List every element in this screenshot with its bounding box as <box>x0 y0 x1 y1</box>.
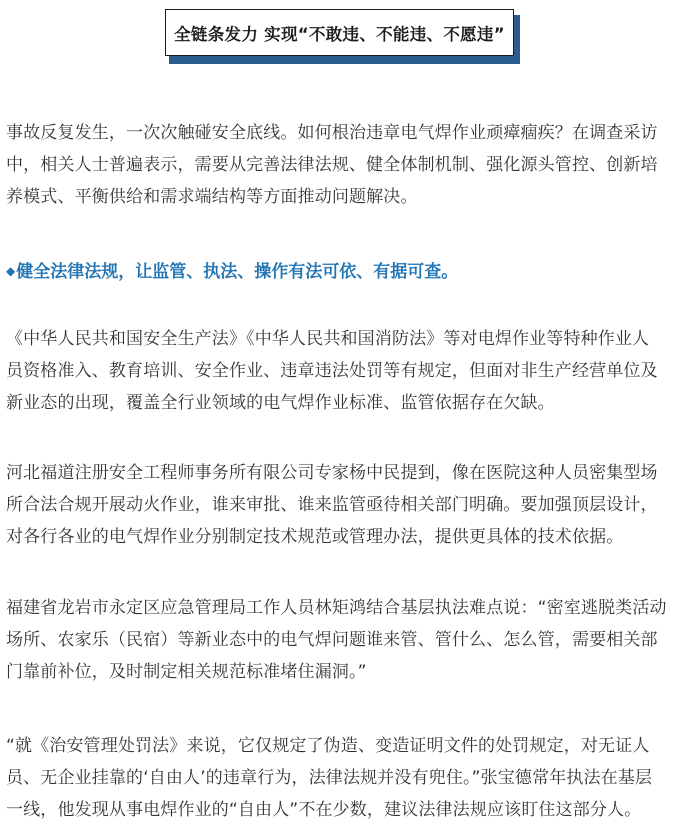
paragraph-line: 员、无企业挂靠的‘自由人’的违章行为，法律法规并没有兜住。”张宝德常年执法在基层 <box>6 768 653 788</box>
paragraph-line: 对各行各业的电气焊作业分别制定技术规范或管理办法，提供更具体的技术依据。 <box>6 527 624 547</box>
section-heading-text: 健全法律法规，让监管、执法、操作有法可依、有据可查。 <box>16 262 459 282</box>
diamond-bullet-icon: ◆ <box>6 264 16 278</box>
paragraph-line: 一线，他发现从事电焊作业的“自由人”不在少数，建议法律法规应该盯住这部分人。 <box>6 800 642 820</box>
paragraph-line: 中，相关人士普遍表示，需要从完善法律法规、健全体制机制、强化源头管控、创新培 <box>6 155 658 175</box>
paragraph-laws <box>6 323 686 419</box>
paragraph-line: “就《治安管理处罚法》来说，它仅规定了伪造、变造证明文件的处罚规定，对无证人 <box>6 736 650 756</box>
paragraph-expert <box>6 457 686 553</box>
paragraph-intro <box>6 117 686 213</box>
paragraph-line: 新业态的出现，覆盖全行业领域的电气焊作业标准、监管依据存在欠缺。 <box>6 393 555 413</box>
paragraph-line: 事故反复发生，一次次触碰安全底线。如何根治违章电气焊作业顽瘴痼疾？在调查采访 <box>6 123 658 143</box>
title-banner <box>0 0 690 80</box>
paragraph-line: 福建省龙岩市永定区应急管理局工作人员林矩鸿结合基层执法难点说：“密室逃脱类活动 <box>6 598 667 618</box>
paragraph-line: 河北福道注册安全工程师事务所有限公司专家杨中民提到，像在医院这种人员密集型场 <box>6 463 658 483</box>
paragraph-line: 养模式、平衡供给和需求端结构等方面推动问题解决。 <box>6 187 418 207</box>
paragraph-fujian <box>6 592 686 688</box>
paragraph-quote <box>6 730 686 826</box>
article-title: 全链条发力 实现“不敢违、不能违、不愿违” <box>165 9 514 56</box>
paragraph-line: 场所、农家乐（民宿）等新业态中的电气焊问题谁来管、管什么、怎么管，需要相关部 <box>6 630 658 650</box>
paragraph-line: 所合法合规开展动火作业，谁来审批、谁来监管亟待相关部门明确。要加强顶层设计， <box>6 495 658 515</box>
paragraph-line: 《中华人民共和国安全生产法》《中华人民共和国消防法》等对电焊作业等特种作业人 <box>6 329 650 349</box>
paragraph-line: 员资格准入、教育培训、安全作业、违章违法处罚等有规定，但面对非生产经营单位及 <box>6 361 658 381</box>
section-heading <box>6 255 686 288</box>
paragraph-line: 门靠前补位，及时制定相关规范标准堵住漏洞。” <box>6 662 367 682</box>
